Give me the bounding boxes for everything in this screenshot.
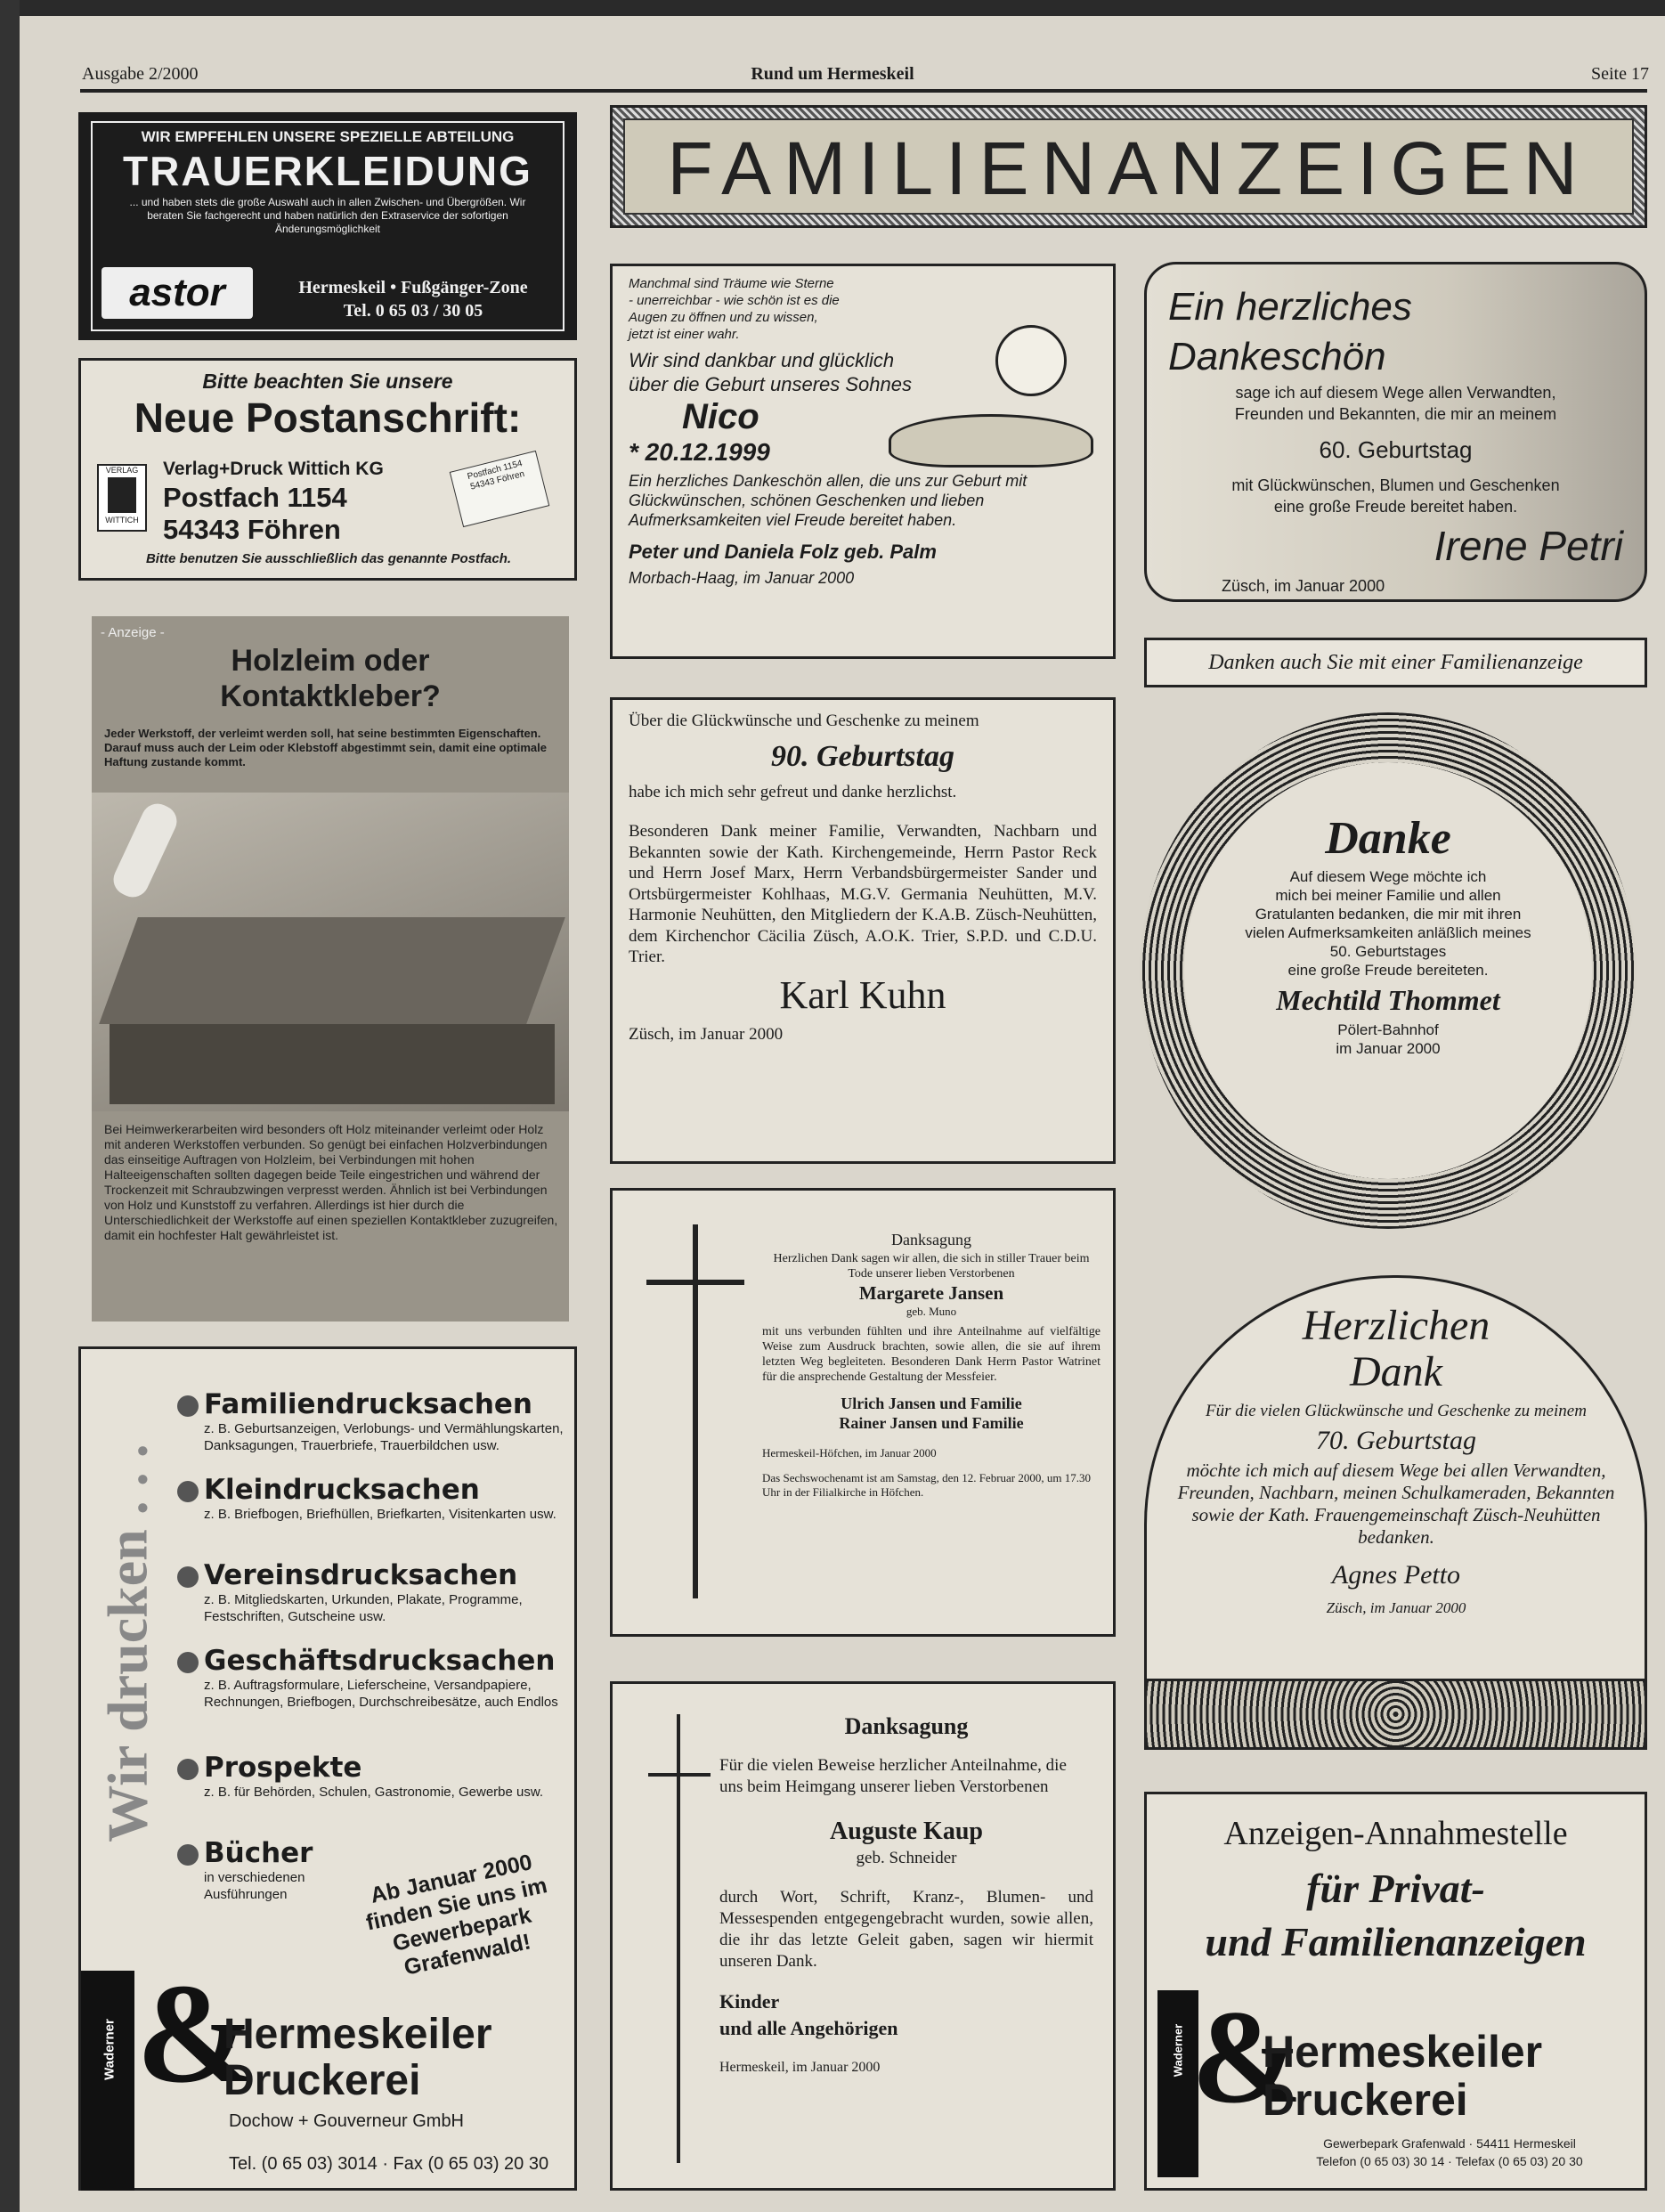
- cross-icon-bar: [646, 1280, 744, 1285]
- thommet-place-1: Pölert-Bahnhof: [1337, 1021, 1439, 1038]
- postanschrift-postfach: Postfach 1154: [163, 482, 347, 513]
- nico-name: Nico: [682, 397, 759, 436]
- petri-place: Züsch, im Januar 2000: [1222, 577, 1385, 595]
- wittich-logo: VERLAG WITTICH: [97, 464, 147, 532]
- druckerei-name-2: Druckerei: [223, 2057, 421, 2104]
- nico-place: Morbach-Haag, im Januar 2000: [629, 569, 855, 587]
- petto-place: Züsch, im Januar 2000: [1326, 1599, 1466, 1616]
- thommet-text: Danke Auf diesem Wege möchte ich mich bei meiner Familie und allen Gratulanten bedanken, die mir mit ihren vielen Aufmerksamkeiten anläßlich meines 50. Geburtstages eine große Freude bereiteten. Mechtild Thommet Pölert-Bahnhof im Januar 2000: [1202, 810, 1574, 1058]
- splash-icon: [177, 1395, 199, 1417]
- holzleim-title-2: Kontaktkleber?: [220, 679, 441, 713]
- side-strip: [81, 1971, 134, 2191]
- jansen-text: [762, 1228, 1101, 1500]
- ad-phone: Tel. 0 65 03 / 30 05: [343, 301, 483, 321]
- splash-icon: [177, 1652, 199, 1673]
- petri-line1: sage ich auf diesem Wege allen Verwandten,: [1235, 384, 1556, 402]
- thommet-name: Mechtild Thommet: [1276, 984, 1500, 1016]
- ampersand-logo: &: [136, 1954, 256, 2112]
- postanschrift-title: Neue Postanschrift:: [134, 394, 522, 441]
- side-label: Waderner: [1171, 2023, 1185, 2078]
- ad-postanschrift: [78, 358, 577, 581]
- nico-line1: Wir sind dankbar und glücklich: [629, 349, 895, 371]
- section-title: FAMILIENANZEIGEN: [667, 126, 1590, 210]
- jansen-title: Danksagung: [891, 1231, 971, 1248]
- petto-body: möchte ich mich auf diesem Wege bei allen Verwandten, Freunden, Nachbarn, meinen Schulkameraden, Bekannten sowie der Kath. Frauengemeinschaft Züsch-Neuhütten bedanken.: [1177, 1460, 1615, 1548]
- ad-obituary-kaup: [610, 1681, 1116, 2191]
- kuhn-intro: Über die Glückwünsche und Geschenke zu meinem: [629, 712, 979, 730]
- ad-annahmestelle: [1144, 1792, 1647, 2191]
- annahme-name-1: Hermeskeiler: [1263, 2027, 1543, 2077]
- petri-line3: mit Glückwünschen, Blumen und Geschenken: [1231, 476, 1560, 494]
- postanschrift-city: 54343 Föhren: [163, 514, 341, 545]
- kaup-born: geb. Schneider: [856, 1849, 957, 1867]
- thommet-place-2: im Januar 2000: [1336, 1040, 1441, 1057]
- petto-name: Agnes Petto: [1331, 1560, 1461, 1590]
- astor-logo: astor: [102, 267, 253, 319]
- kaup-family-2: und alle Angehörigen: [719, 2017, 898, 2039]
- postanschrift-company: Verlag+Druck Wittich KG: [163, 459, 384, 479]
- petri-event: 60. Geburtstag: [1319, 436, 1473, 463]
- ad-birth-nico: [610, 264, 1116, 659]
- kuhn-name: Karl Kuhn: [779, 972, 946, 1017]
- promo-banner: [1144, 638, 1647, 687]
- ad-birthday-kuhn: [610, 697, 1116, 1164]
- jansen-born: geb. Muno: [906, 1305, 957, 1318]
- scan-edge-left: [0, 0, 20, 2212]
- side-label: Waderner: [102, 2019, 118, 2080]
- kaup-intro: Für die vielen Beweise herzlicher Anteilnahme, die uns beim Heimgang unserer lieben Verstorbenen: [719, 1756, 1067, 1796]
- nico-line2: über die Geburt unseres Sohnes: [629, 373, 912, 395]
- jansen-name: Margarete Jansen: [858, 1282, 1004, 1304]
- petri-line2: Freunden und Bekannten, die mir an meinem: [1234, 405, 1557, 423]
- splash-icon: [177, 1566, 199, 1588]
- service-item: Prospekte z. B. für Behörden, Schulen, Gastronomie, Gewerbe usw.: [177, 1752, 569, 1837]
- nico-parents: Peter und Daniela Folz geb. Palm: [629, 541, 937, 563]
- ad-wir-drucken: [78, 1346, 577, 2191]
- ad-topline: WIR EMPFEHLEN UNSERE SPEZIELLE ABTEILUNG: [141, 128, 515, 145]
- service-item: Familiendrucksachen z. B. Geburtsanzeigen, Verlobungs- und Vermählungskarten, Danksagungen, Trauerbriefe, Trauerbildchen usw.: [177, 1388, 569, 1474]
- kaup-name: Auguste Kaup: [830, 1818, 983, 1845]
- petto-intro: Für die vielen Glückwünsche und Geschenke zu meinem: [1206, 1402, 1587, 1420]
- moving-badge: Ab Januar 2000 finden Sie uns im Gewerbepark Grafenwald!: [363, 1850, 550, 1980]
- annahme-address: Gewerbepark Grafenwald · 54411 Hermeskeil: [1323, 2136, 1576, 2151]
- ad-thanks-thommet: [1140, 712, 1637, 1229]
- kuhn-line: habe ich mich sehr gefreut und danke herzlichst.: [629, 783, 957, 801]
- kuhn-title: 90. Geburtstag: [771, 740, 954, 773]
- promo-banner-text: Danken auch Sie mit einer Familienanzeige: [1208, 650, 1583, 674]
- envelope-stamp: Postfach 1154 54343 Föhren: [450, 451, 550, 527]
- ad-body: ... und haben stets die große Auswahl auch in allen Zwischen- und Übergrößen. Wir beraten Sie fachgerecht und haben natürlich den Extraservice der sofortigen Änderungsmöglichkeit: [129, 196, 526, 235]
- ad-thanks-petri: [1144, 262, 1647, 602]
- cross-icon: [677, 1714, 680, 2163]
- holzleim-intro: Jeder Werkstoff, der verleimt werden soll, hat seine bestimmten Eigenschaften. Darauf muss auch der Leim oder Klebstoff abgestimmt sein, damit eine optimale Haftung zustande kommt.: [104, 727, 548, 769]
- flower-border: [1144, 1679, 1647, 1750]
- kaup-family-1: Kinder: [719, 1990, 780, 2013]
- paper-title: Rund um Hermeskeil: [751, 64, 914, 84]
- postanschrift-footer: Bitte benutzen Sie ausschließlich das genannte Postfach.: [145, 551, 512, 566]
- header-rule: [80, 89, 1647, 93]
- annahme-title: Anzeigen-Annahmestelle: [1223, 1815, 1568, 1852]
- jansen-body: mit uns verbunden fühlten und ihre Anteilnahme auf vielfältige Weise zum Ausdruck brachten, sowie allen, die sie auf ihrem letzten Weg begleiteten. Besonderen Dank Herrn Pastor Watrinet für die ansprechende Gestaltung der Messfeier.: [762, 1325, 1101, 1384]
- splash-icon: [177, 1844, 199, 1866]
- petri-title: Ein herzliches Dankeschön: [1168, 285, 1412, 378]
- druckerei-name-1: Hermeskeiler: [223, 2011, 492, 2058]
- holzleim-title-1: Holzleim oder: [231, 644, 430, 678]
- ad-trauerkleidung: [78, 112, 577, 340]
- kuhn-place: Züsch, im Januar 2000: [629, 1024, 784, 1044]
- kaup-title: Danksagung: [844, 1713, 969, 1739]
- section-banner: [610, 105, 1647, 228]
- jansen-family-2: Rainer Jansen und Familie: [839, 1414, 1024, 1432]
- kitchen-photo: [92, 793, 569, 1111]
- splash-icon: [177, 1759, 199, 1780]
- service-item: Vereinsdrucksachen z. B. Mitgliedskarten, Urkunden, Plakate, Programme, Festschriften, Gutscheine usw.: [177, 1559, 569, 1645]
- annahme-line1: für Privat-: [1306, 1866, 1485, 1911]
- petri-line4: eine große Freude bereitet haben.: [1273, 498, 1518, 516]
- jansen-note: Das Sechswochenamt ist am Samstag, den 12. Februar 2000, um 17.30 Uhr in der Filialkirche in Höfchen.: [762, 1471, 1091, 1499]
- nico-body: Ein herzliches Dankeschön allen, die uns zur Geburt mit Glückwünschen, schönen Geschenken und lieben Aufmerksamkeiten viel Freude bereitet haben.: [629, 472, 1027, 529]
- kaup-body: durch Wort, Schrift, Kranz-, Blumen- und Messespenden entgegengebracht wurden, sowie allen, die ihr das letzte Geleit gaben, sagen wir hiermit unseren Dank.: [719, 1888, 1093, 1971]
- nico-date: * 20.12.1999: [629, 438, 770, 466]
- vertical-slogan-wrap: [88, 1349, 168, 1937]
- page-number: Seite 17: [1591, 64, 1649, 84]
- holzleim-body: Bei Heimwerkerarbeiten wird besonders oft Holz miteinander verleimt oder Holz mit anderen Werkstoffen verbunden. So genügt bei einfachen Holzverbindungen das einseitige Auftragen von Holzleim, bei Verbindungen mit hohen Halteeigenschaften sollten dagegen beide Teile eingestrichen und während der Trockenzeit mit Schraubzwingen verpresst werden. Ähnlich ist bei Verbindungen von Holz und Kunststoff zu verfahren. Allerdings ist hier durch die Unterschiedlichkeit der Werkstoffe auf einen speziellen Kontaktkleber zuzugreifen, damit ein hochfester Halt gewährleistet ist.: [104, 1122, 558, 1242]
- petto-text: [1174, 1303, 1619, 1620]
- petto-title-2: Dank: [1350, 1348, 1442, 1395]
- postanschrift-intro: Bitte beachten Sie unsere: [202, 370, 453, 393]
- ad-obituary-jansen: [610, 1188, 1116, 1637]
- vertical-slogan: Wir drucken . . .: [96, 1443, 159, 1842]
- kuhn-body: Besonderen Dank meiner Familie, Verwandten, Nachbarn und Bekannten sowie der Kath. Kirchengemeinde, Herrn Pastor Reck und Herrn Josef Marx, Herrn Verbandsbürgermeister Sander und Ortsbürgermeister Kohlhaas, M.G.V. Germania Neuhütten, M.V. Harmonie Neuhütten, den Mitgliedern der K.A.B. Züsch-Neuhütten, dem Kirchenchor Cäcilia Züsch, A.O.K. Trier, S.P.D. und C.D.U. Trier.: [629, 822, 1097, 966]
- petto-event: 70. Geburtstag: [1316, 1426, 1476, 1455]
- jansen-place: Hermeskeil-Höfchen, im Januar 2000: [762, 1446, 937, 1460]
- service-item: Geschäftsdrucksachen z. B. Auftragsformulare, Lieferscheine, Versandpapiere, Rechnungen, Briefbogen, Durchschreibesätze, auch Endlos: [177, 1645, 569, 1752]
- ad-thanks-petto: [1144, 1275, 1647, 1747]
- petri-name: Irene Petri: [1434, 523, 1623, 569]
- druckerei-company: Dochow + Gouverneur GmbH: [229, 2111, 465, 2131]
- ampersand-logo: &: [1191, 1983, 1303, 2131]
- splash-icon: [177, 1481, 199, 1502]
- service-list: [177, 1388, 569, 1908]
- druckerei-contact: Tel. (0 65 03) 3014 · Fax (0 65 03) 20 30: [229, 2154, 549, 2174]
- nico-poem: Manchmal sind Träume wie Sterne - unerreichbar - wie schön ist es die Augen zu öffnen und zu wissen, jetzt ist einer wahr.: [629, 276, 840, 342]
- annahme-name-2: Druckerei: [1263, 2075, 1468, 2125]
- advert-tag: - Anzeige -: [101, 625, 165, 640]
- jansen-family-1: Ulrich Jansen und Familie: [841, 1395, 1022, 1412]
- baby-illustration: [951, 316, 1102, 485]
- ad-headline: TRAUERKLEIDUNG: [123, 148, 532, 194]
- service-item: Kleindrucksachen z. B. Briefbogen, Briefhüllen, Briefkarten, Visitenkarten usw.: [177, 1474, 569, 1559]
- scan-edge-top: [0, 0, 1665, 16]
- thommet-title: Danke: [1325, 813, 1451, 864]
- kaup-place: Hermeskeil, im Januar 2000: [719, 2060, 881, 2075]
- petto-title-1: Herzlichen: [1302, 1302, 1490, 1349]
- annahme-line2: und Familienanzeigen: [1205, 1919, 1587, 1964]
- ad-holzleim: [92, 616, 569, 1322]
- service-item: Bücher in verschiedenen Ausführungen: [177, 1837, 569, 1908]
- cross-icon-bar: [648, 1773, 711, 1777]
- jansen-intro: Herzlichen Dank sagen wir allen, die sich in stiller Trauer beim Tode unserer lieben Verstorbenen: [773, 1252, 1090, 1281]
- kaup-text: [719, 1709, 1093, 2078]
- annahme-contact: Telefon (0 65 03) 30 14 · Telefax (0 65 03) 20 30: [1316, 2154, 1583, 2168]
- ad-address: Hermeskeil • Fußgänger-Zone: [298, 278, 528, 297]
- issue-label: Ausgabe 2/2000: [82, 64, 199, 84]
